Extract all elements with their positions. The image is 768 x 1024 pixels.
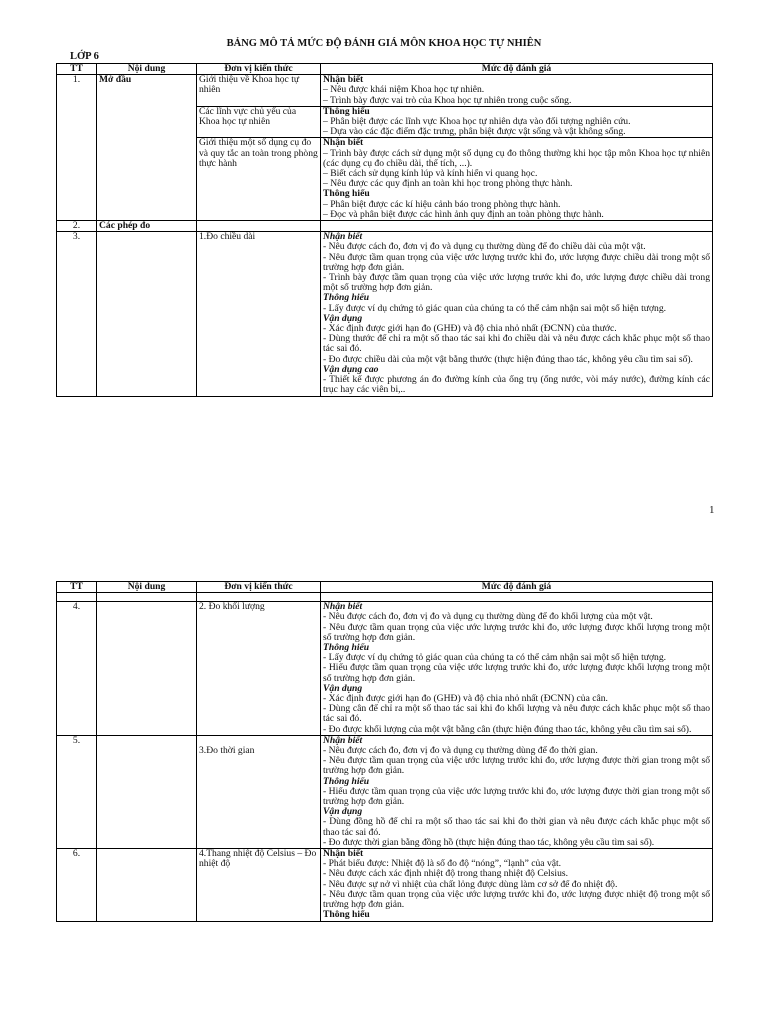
level-item: - Trình bày được tầm quan trọng của việc ước lượng trước khi đo, ước lượng được chiều dài trong một số trường hợp đơn giản. [323, 272, 710, 294]
row-levels [321, 75, 713, 107]
row-levels [321, 602, 713, 736]
level-heading: Vận dụng cao [323, 363, 379, 375]
row-number: 5. [57, 735, 97, 848]
level-heading: Nhận biết [323, 848, 364, 860]
level-item: - Đo được khối lượng của một vật bằng cân (thực hiện đúng thao tác, không yêu cầu tìm sai số). [323, 723, 692, 735]
level-item: – Trình bày được cách sử dụng một số dụng cụ đo thông thường khi học tập môn Khoa học tự nhiên (các dụng cụ đo chiều dài, thể tích, ...). [323, 147, 710, 169]
level-item: - Nêu được cách xác định nhiệt độ trong thang nhiệt độ Celsius. [323, 868, 568, 880]
level-item: - Lấy được ví dụ chứng tỏ giác quan của chúng ta có thể cảm nhận sai một số hiện tượng. [323, 302, 667, 314]
header-content: Nội dung [97, 582, 197, 593]
table-row [57, 602, 713, 736]
table-row [57, 593, 713, 602]
row-content: Các phép đo [97, 221, 197, 232]
row-content [97, 602, 197, 736]
page-title: BẢNG MÔ TẢ MỨC ĐỘ ĐÁNH GIÁ MÔN KHOA HỌC TỰ NHIÊN [226, 38, 542, 49]
level-item: - Nêu được cách đo, đơn vị đo và dụng cụ thường dùng để đo khối lượng của một vật. [323, 611, 653, 623]
level-item: – Dựa vào các đặc điểm đặc trưng, phân biệt được vật sống và vật không sống. [323, 126, 626, 138]
table-header-row [57, 64, 713, 75]
level-item: - Phát biểu được: Nhiệt độ là số đo độ “nóng”, “lạnh” của vật. [323, 858, 562, 870]
level-heading: Nhận biết [323, 601, 363, 613]
table-row [57, 735, 713, 848]
level-heading: Thông hiểu [323, 188, 370, 200]
level-heading: Thông hiểu [323, 775, 370, 787]
level-item: - Nêu được cách đo, đơn vị đo và dụng cụ thường dùng để đo thời gian. [323, 745, 598, 757]
header-unit: Đơn vị kiến thức [197, 64, 321, 75]
assessment-table-page-2 [56, 581, 713, 922]
level-item: – Phân biệt được các kí hiệu cảnh báo trong phòng thực hành. [323, 198, 561, 210]
empty-cell [321, 593, 713, 602]
level-heading: Vận dụng [323, 312, 363, 324]
level-item: - Hiểu được tầm quan trọng của việc ước lượng trước khi đo, ước lượng được khối lượng trong một số trường hợp đơn giản. [323, 662, 710, 684]
level-item: - Đo được thời gian bằng đồng hồ (thực hiện đúng thao tác, không yêu cầu tìm sai số). [323, 836, 655, 848]
row-unit [197, 221, 321, 232]
row-content: Mở đầu [97, 75, 197, 221]
level-item: - Lấy được ví dụ chứng tỏ giác quan của chúng ta có thể cảm nhận sai một số hiện tượng. [323, 652, 667, 664]
row-levels [321, 232, 713, 396]
level-item: - Nêu được cách đo, đơn vị đo và dụng cụ thường dùng để đo chiều dài của một vật. [323, 241, 646, 253]
row-unit: Giới thiệu một số dụng cụ đo và quy tắc an toàn trong phòng thực hành [197, 138, 321, 221]
row-number: 3. [57, 232, 97, 396]
row-content [97, 735, 197, 848]
level-item: - Nêu được tầm quan trọng của việc ước lượng trước khi đo, ước lượng được khối lượng trong một số trường hợp đơn giản. [323, 621, 710, 643]
row-unit: Giới thiệu về Khoa học tự nhiên [197, 75, 321, 107]
row-unit: 2. Đo khối lượng [197, 602, 321, 736]
level-item: - Nêu được sự nở vì nhiệt của chất lỏng được dùng làm cơ sở để đo nhiệt độ. [323, 878, 618, 890]
row-levels [321, 735, 713, 848]
header-tt: TT [57, 582, 97, 593]
row-levels [321, 221, 713, 232]
row-unit-text: 3.Đo thời gian [199, 744, 255, 756]
page-number: 1 [709, 504, 715, 516]
level-heading: Nhận biết [323, 137, 364, 149]
table-row [57, 75, 713, 107]
row-number: 4. [57, 602, 97, 736]
level-item: - Hiểu được tầm quan trọng của việc ước lượng trước khi đo, ước lượng được thời gian trong một số trường hợp đơn giản. [323, 785, 710, 808]
row-unit: 1.Đo chiều dài [197, 232, 321, 396]
level-item: – Trình bày được vai trò của Khoa học tự nhiên trong cuộc sống. [323, 94, 572, 106]
level-item: – Đọc và phân biệt được các hình ảnh quy định an toàn phòng thực hành. [323, 208, 604, 220]
row-number: 2. [57, 221, 97, 232]
row-levels [321, 138, 713, 221]
level-item: – Phân biệt được các lĩnh vực Khoa học tự nhiên dựa vào đối tượng nghiên cứu. [323, 116, 631, 128]
level-item: - Nêu được tầm quan trọng của việc ước lượng trước khi đo, ước lượng được thời gian trong một số trường hợp đơn giản. [323, 755, 710, 777]
level-heading: Thông hiểu [323, 642, 370, 654]
level-item: - Xác định được giới hạn đo (GHĐ) và độ chia nhỏ nhất (ĐCNN) của thước. [323, 323, 617, 335]
level-item: – Biết cách sử dụng kính lúp và kính hiển vi quang học. [323, 168, 538, 180]
row-unit: 4.Thang nhiệt độ Celsius – Đo nhiệt độ [197, 849, 321, 921]
header-level: Mức độ đánh giá [321, 582, 713, 593]
level-item: - Nêu được tầm quan trọng của việc ước lượng trước khi đo, ước lượng được nhiệt độ trong một số trường hợp đơn giản. [323, 888, 710, 911]
grade-label: LỚP 6 [70, 51, 99, 62]
table-header-row [57, 582, 713, 593]
table-row [57, 232, 713, 396]
level-item: – Nêu được khái niệm Khoa học tự nhiên. [323, 84, 485, 96]
header-level: Mức độ đánh giá [321, 64, 713, 75]
level-heading: Nhận biết [323, 734, 363, 746]
header-unit: Đơn vị kiến thức [197, 582, 321, 593]
level-heading: Thông hiểu [323, 909, 370, 921]
level-item: - Dùng thước để chỉ ra một số thao tác sai khi đo chiều dài và nêu được cách khắc phục một số thao tác sai đó. [323, 333, 710, 355]
level-heading: Nhận biết [323, 231, 363, 243]
header-tt: TT [57, 64, 97, 75]
level-item: - Thiết kế được phương án đo đường kính của ống trụ (ống nước, vòi máy nước), đường kính các trục hay các viên bi,.. [323, 374, 710, 396]
level-heading: Vận dụng [323, 806, 363, 818]
row-number: 6. [57, 849, 97, 921]
row-unit [197, 735, 321, 848]
level-item: - Đo được chiều dài của một vật bằng thước (thực hiện đúng thao tác, không yêu cầu tìm sai số). [323, 353, 693, 365]
row-levels [321, 849, 713, 921]
level-item: - Dùng đồng hồ để chỉ ra một số thao tác sai khi đo thời gian và nêu được cách khắc phục một số thao tác sai đó. [323, 816, 710, 838]
table-row [57, 221, 713, 232]
empty-cell [97, 593, 197, 602]
row-number: 1. [57, 75, 97, 221]
level-item: - Xác định được giới hạn đo (GHĐ) và độ chia nhỏ nhất (ĐCNN) của cân. [323, 693, 608, 705]
row-unit: Các lĩnh vực chủ yếu của Khoa học tự nhiên [197, 106, 321, 138]
level-heading: Thông hiểu [323, 105, 370, 117]
level-item: – Nêu được các quy định an toàn khi học trong phòng thực hành. [323, 178, 573, 190]
level-item: - Nêu được tầm quan trọng của việc ước lượng trước khi đo, ước lượng được chiều dài trong một số trường hợp đơn giản. [323, 251, 710, 273]
row-content [97, 849, 197, 921]
table-row [57, 849, 713, 921]
level-item: - Dùng cân để chỉ ra một số thao tác sai khi đo khối lượng và nêu được cách khắc phục một số thao tác sai đó. [323, 703, 710, 725]
level-heading: Thông hiểu [323, 292, 370, 304]
row-levels [321, 106, 713, 138]
level-heading: Nhận biết [323, 74, 364, 86]
level-heading: Vận dụng [323, 682, 363, 694]
header-content: Nội dung [97, 64, 197, 75]
page-break [0, 518, 768, 580]
row-content [97, 232, 197, 396]
assessment-table-page-1 [56, 63, 713, 397]
